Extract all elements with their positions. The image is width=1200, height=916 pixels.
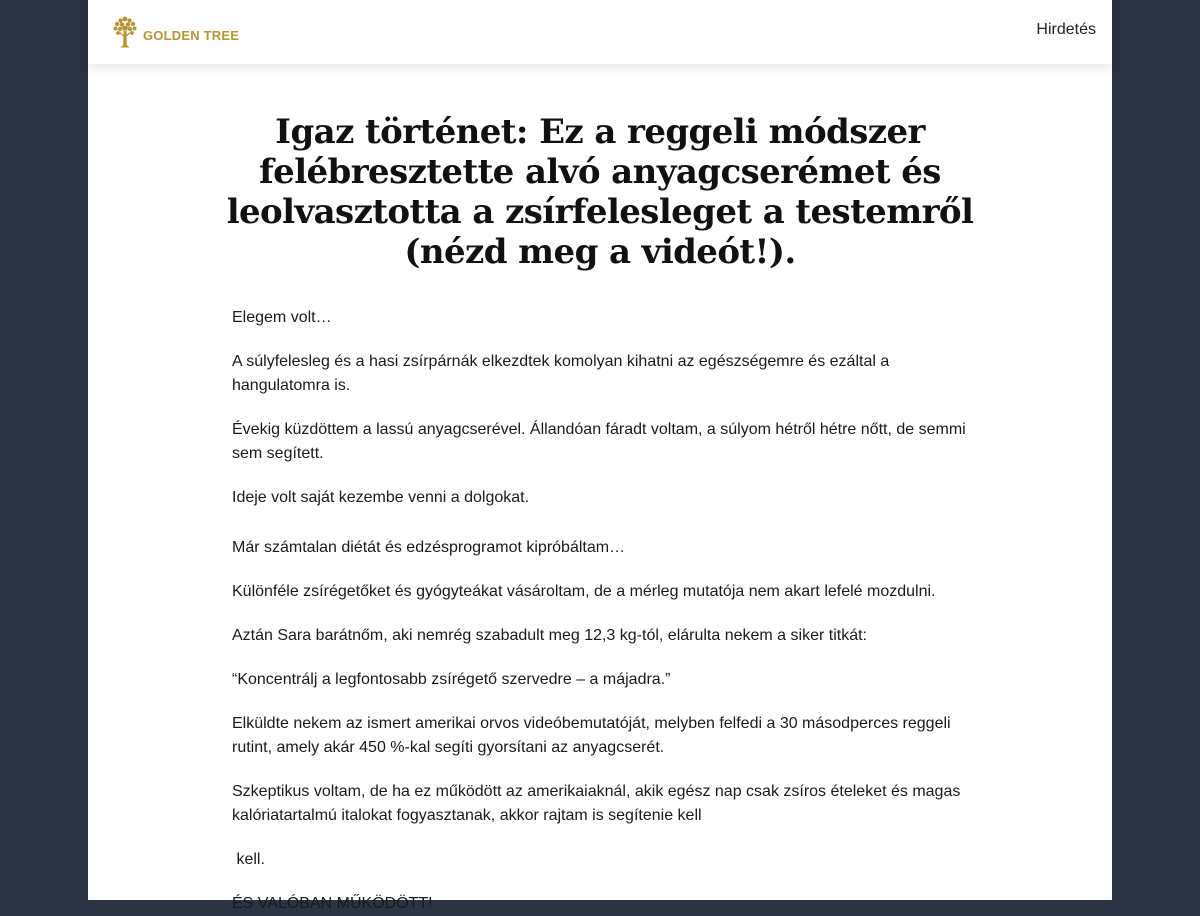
paragraph: Évekig küzdöttem a lassú anyagcserével. Állandóan fáradt voltam, a súlyom hétről hétre nőtt, de semmi sem segített.: [232, 421, 966, 462]
brand-logo[interactable]: [112, 14, 239, 50]
page: [88, 0, 1112, 912]
paragraph: ÉS VALÓBAN MŰKÖDÖTT!: [232, 895, 433, 912]
top-bar: [88, 0, 1112, 64]
article-body: [232, 306, 972, 916]
paragraph: Ideje volt saját kezembe venni a dolgokat.: [232, 489, 530, 506]
paragraph: Már számtalan diétát és edzésprogramot kipróbáltam…: [232, 539, 626, 556]
paragraph: A súlyfelesleg és a hasi zsírpárnák elkezdtek komolyan kihatni az egészségemre és ezáltal a hangulatomra is.: [232, 353, 890, 394]
paragraph: Elküldte nekem az ismert amerikai orvos videóbemutatóját, melyben felfedi a 30 másodperces reggeli rutint, amely akár 450 %-kal segíti gyorsítani az anyagcserét.: [232, 715, 951, 756]
advertisement-label: Hirdetés: [1036, 21, 1096, 38]
paragraph: Elegem volt…: [232, 309, 332, 326]
paragraph: Szkeptikus voltam, de ha ez működött az amerikaiaknál, akik egész nap csak zsíros ételeket és magas kalóriatartalmú italokat fogyasztanak, akkor rajtam is segítenie kell: [232, 783, 961, 824]
paragraph: Különféle zsírégetőket és gyógyteákat vásároltam, de a mérleg mutatója nem akart lefelé mozdulni.: [232, 583, 936, 600]
paragraph: “Koncentrálj a legfontosabb zsírégető szervedre – a májadra.”: [232, 671, 671, 688]
tree-icon: [112, 15, 138, 49]
article-title: Igaz történet: Ez a reggeli módszer felébresztette alvó anyagcserémet és leolvasztotta a zsírfelesleget a testemről (nézd meg a videót!).: [226, 112, 974, 272]
brand-name: GOLDEN TREE: [143, 27, 240, 43]
paragraph: kell.: [232, 851, 265, 868]
paragraph: Aztán Sara barátnőm, aki nemrég szabadult meg 12,3 kg-tól, elárulta nekem a siker titkát:: [232, 627, 867, 644]
